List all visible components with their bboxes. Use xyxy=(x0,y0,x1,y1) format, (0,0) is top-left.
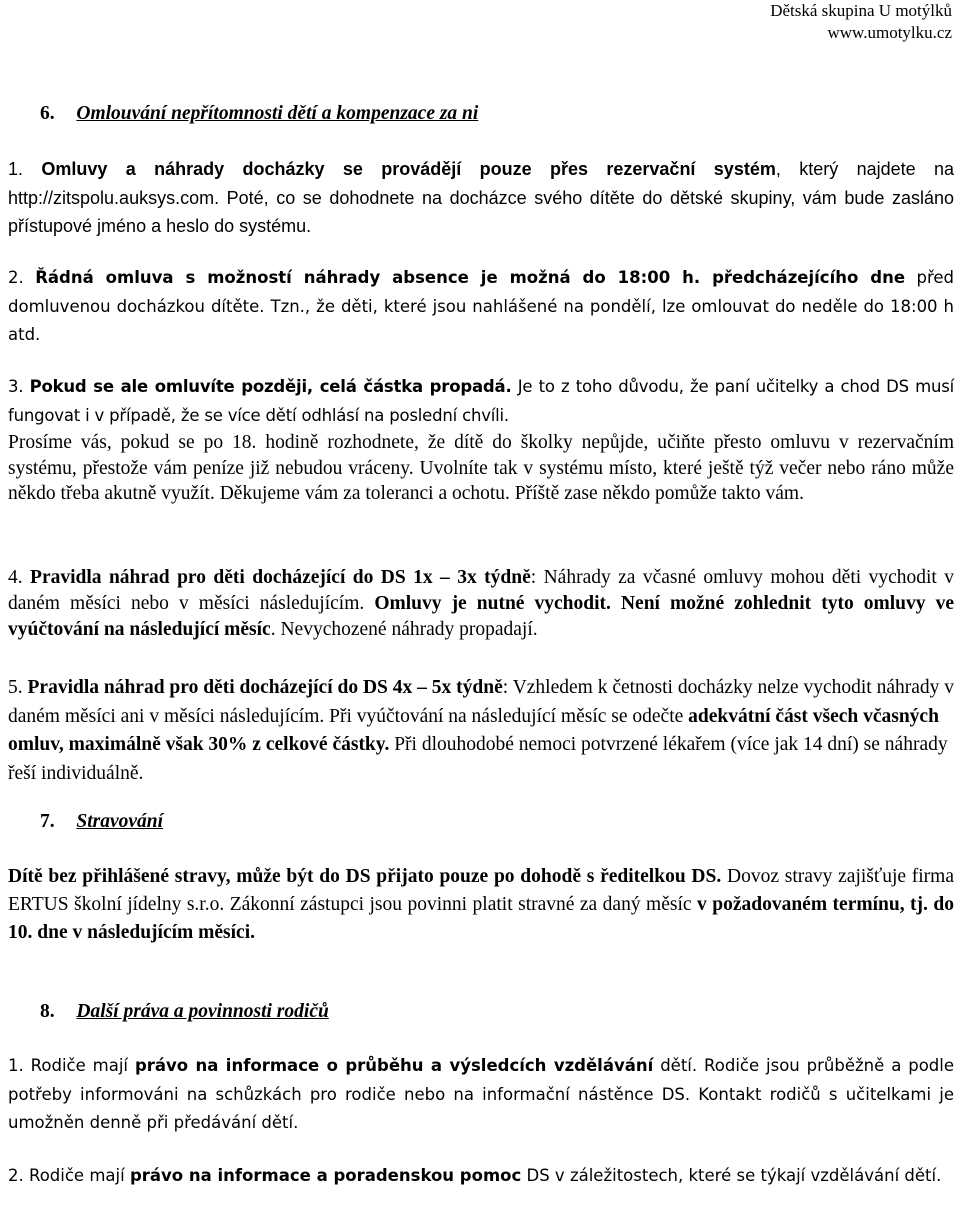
paragraph-emphasis: Řádná omluva s možností náhrady absence je možná do 18:00 h. předcházejícího dne xyxy=(35,268,906,287)
header-website: www.umotylku.cz xyxy=(827,23,952,42)
paragraph-emphasis: Pravidla náhrad pro děti docházející do DS 1x – 3x týdně xyxy=(30,567,531,588)
paragraph-text: . Nevychozené náhrady propadají. xyxy=(270,619,538,640)
paragraph-lead: 4. xyxy=(8,567,31,588)
paragraph-emphasis: adekvátní část všech včasných omluv, maximálně však 30% z celkové částky. xyxy=(8,705,939,755)
section-6-heading xyxy=(40,101,478,127)
paragraph-text: Je to z toho důvodu, že paní učitelky a chod DS musí fungovat i v případě, že se více dětí odhlásí na poslední chvíli. xyxy=(8,377,954,425)
paragraph-emphasis: Omluvy a náhrady docházky se provádějí pouze přes rezervační systém xyxy=(41,159,776,179)
paragraph-lead: 2. Rodiče mají xyxy=(8,1166,130,1185)
paragraph-emphasis: právo na informace o průběhu a výsledcích vzdělávání xyxy=(134,1056,654,1075)
section-title: Stravování xyxy=(76,811,164,832)
paragraph-emphasis: v požadovaném termínu, tj. do 10. dne v následujícím měsíci. xyxy=(8,894,954,943)
paragraph-lead: 5. xyxy=(8,677,28,698)
paragraph-emphasis: Omluvy je nutné vychodit. Není možné zohlednit tyto omluvy ve vyúčtování na následující měsíc xyxy=(8,593,954,640)
paragraph-7 xyxy=(8,863,954,947)
section-number: 8. xyxy=(40,1001,55,1022)
section-title: Omlouvání nepřítomnosti dětí a kompenzace za ni xyxy=(76,103,479,124)
paragraph-8-2 xyxy=(8,1162,954,1191)
paragraph-emphasis: Pokud se ale omluvíte později, celá částka propadá. xyxy=(29,377,512,396)
paragraph-5 xyxy=(8,674,954,788)
paragraph-text: : Náhrady za včasné omluvy mohou děti vychodit v daném měsíci nebo v měsíci následujícím. xyxy=(8,567,955,614)
paragraph-text: před domluvenou docházkou dítěte. Tzn., že děti, které jsou nahlášené na pondělí, lze omlouvat do neděle do 18:00 h atd. xyxy=(8,268,955,344)
paragraph-text: Dovoz stravy zajišťuje firma ERTUS školní jídelny s.r.o. Zákonní zástupci jsou povinni platit stravné za daný měsíc xyxy=(8,866,955,915)
paragraph-3 xyxy=(8,373,954,430)
paragraph-text: Prosíme vás, pokud se po 18. hodině rozhodnete, že dítě do školky nepůjde, učiňte přesto omluvu v rezervačním systému, přestože vám peníze již nebudou vráceny. Uvolníte tak v systému místo, které ještě týž večer nebo ráno může někdo třeba akutně využít. Děkujeme vám za toleranci a ochotu. Příště zase někdo pomůže takto vám. xyxy=(8,432,954,504)
paragraph-lead: 1. xyxy=(8,159,42,179)
paragraph-lead: 3. xyxy=(8,377,30,396)
paragraph-emphasis: Pravidla náhrad pro děti docházející do DS 4x – 5x týdně xyxy=(27,677,503,698)
section-8-heading xyxy=(40,999,329,1025)
section-7-heading xyxy=(40,809,163,835)
paragraph-text: Při dlouhodobé nemoci potvrzené lékařem (více jak 14 dní) se náhrady řeší individuálně. xyxy=(8,734,948,784)
section-title: Další práva a povinnosti rodičů xyxy=(76,1001,329,1022)
paragraph-lead: 2. xyxy=(8,268,36,287)
paragraph-8-1 xyxy=(8,1052,954,1138)
paragraph-text: DS v záležitostech, které se týkají vzdělávání dětí. xyxy=(521,1166,942,1185)
paragraph-1 xyxy=(8,155,954,241)
section-number: 6. xyxy=(40,103,55,124)
paragraph-text: dětí. Rodiče jsou průběžně a podle potřeby informováni na schůzkách pro rodiče nebo na informační nástěnce DS. Kontakt rodičů s učitelkami je umožněn denně při předávání dětí. xyxy=(8,1056,954,1132)
paragraph-4 xyxy=(8,565,954,643)
paragraph-2 xyxy=(8,264,954,350)
page-header xyxy=(770,0,952,44)
paragraph-text: , který najdete na http://zitspolu.auksys.com. Poté, co se dohodnete na docházce svého dítěte do dětské skupiny, vám bude zasláno přístupové jméno a heslo do systému. xyxy=(8,159,954,236)
paragraph-lead: 1. Rodiče mají xyxy=(8,1056,135,1075)
paragraph-emphasis: právo na informace a poradenskou pomoc xyxy=(129,1166,522,1185)
header-organization: Dětská skupina U motýlků xyxy=(770,1,952,20)
paragraph-emphasis: Dítě bez přihlášené stravy, může být do DS přijato pouze po dohodě s ředitelkou DS. xyxy=(8,866,722,887)
section-number: 7. xyxy=(40,811,55,832)
paragraph-3-continued xyxy=(8,430,954,507)
paragraph-text: : Vzhledem k četnosti docházky nelze vychodit náhrady v daném měsíci ani v měsíci následujícím. Při vyúčtování na následující měsíc se odečte xyxy=(8,677,954,727)
